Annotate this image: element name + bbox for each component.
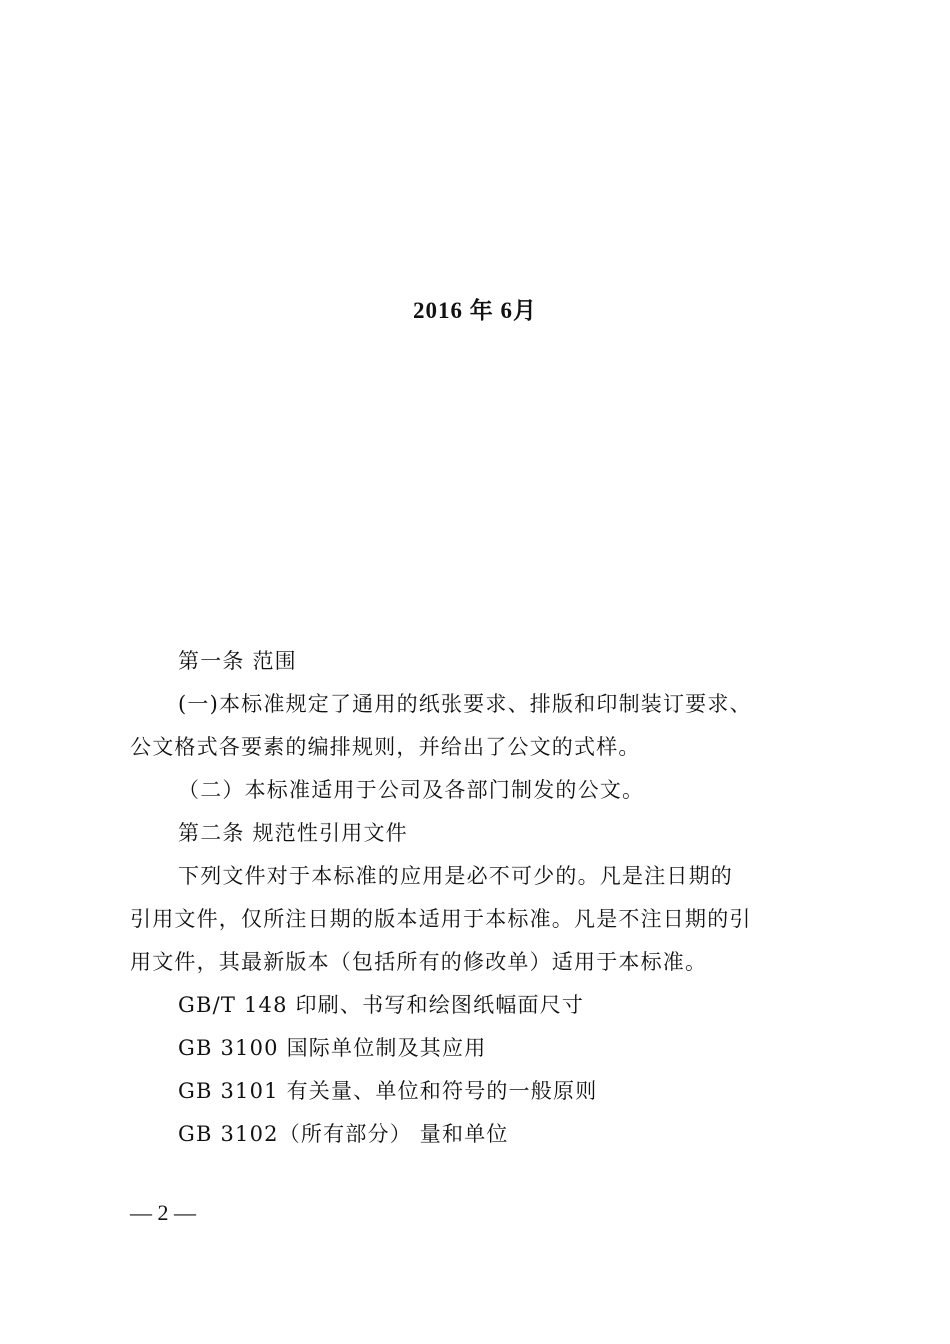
paragraph-line: 下列文件对于本标准的应用是必不可少的。凡是注日期的 [178,864,733,888]
paragraph-line: 用文件，其最新版本（包括所有的修改单）适用于本标准。 [130,950,708,974]
article-heading: 第二条 规范性引用文件 [178,821,408,845]
page-number: — 2 — [130,1200,196,1225]
paragraph-line: （二）本标准适用于公司及各部门制发的公文。 [178,778,645,802]
paragraph-line: 引用文件，仅所注日期的版本适用于本标准。凡是不注日期的引 [130,907,752,931]
paragraph-line: (一)本标准规定了通用的纸张要求、排版和印制装订要求、 [178,692,752,716]
paragraph-line: 公文格式各要素的编排规则，并给出了公文的式样。 [130,735,641,759]
article-heading: 第一条 范围 [178,649,297,673]
document-body [130,640,830,1156]
reference-item: GB/T 148 印刷、书写和绘图纸幅面尺寸 [178,993,585,1017]
reference-item: GB 3100 国际单位制及其应用 [178,1036,487,1060]
document-date: 2016 年 6月 [413,298,537,323]
reference-item: GB 3101 有关量、单位和符号的一般原则 [178,1079,598,1103]
reference-item: GB 3102（所有部分） 量和单位 [178,1122,509,1146]
